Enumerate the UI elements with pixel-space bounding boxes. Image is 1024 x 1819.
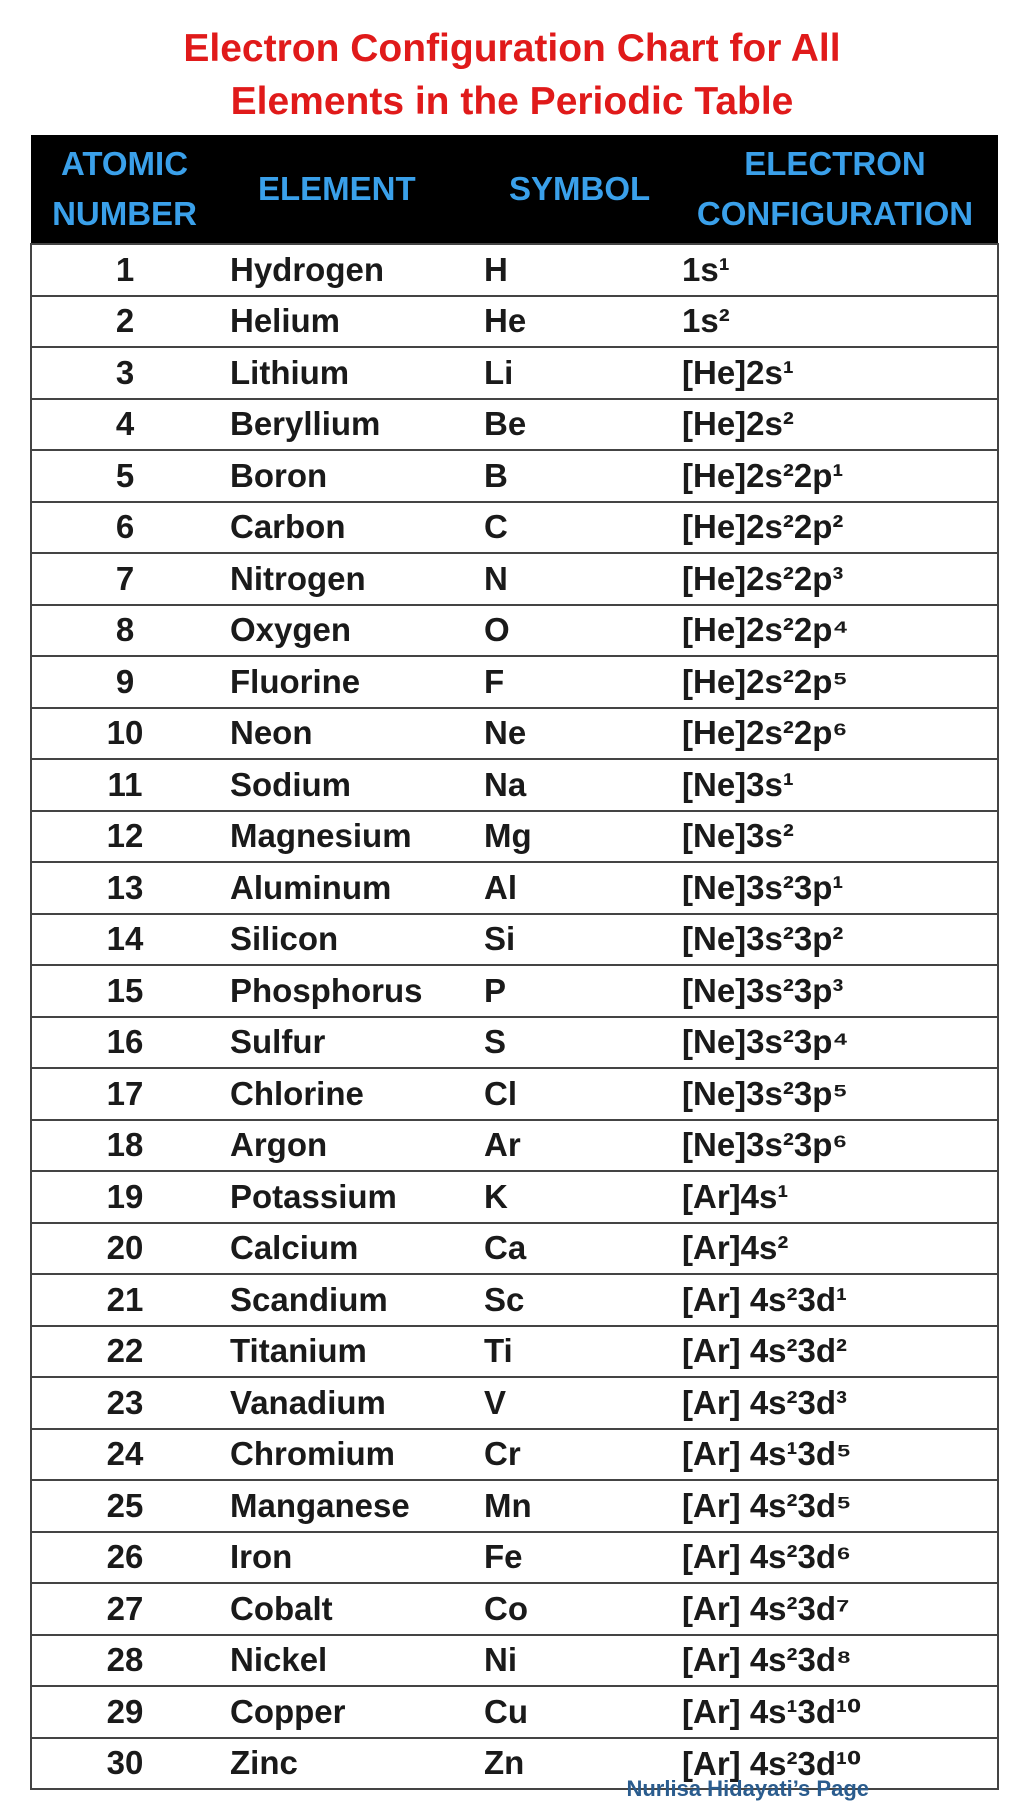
- electron-configuration-cell: [He]2s²2p⁵: [672, 656, 998, 708]
- electron-configuration-cell: [He]2s²2p³: [672, 553, 998, 605]
- element-name-cell: Lithium: [218, 347, 476, 399]
- table-row: [31, 399, 998, 451]
- electron-configuration-cell: [Ar] 4s²3d³: [672, 1377, 998, 1429]
- electron-configuration-cell: [Ne]3s²: [672, 811, 998, 863]
- table-row: [31, 1120, 998, 1172]
- table-row: [31, 1223, 998, 1275]
- element-symbol-cell: Sc: [476, 1274, 672, 1326]
- electron-configuration-cell: 1s¹: [672, 244, 998, 296]
- electron-configuration-cell: [Ar] 4s²3d¹: [672, 1274, 998, 1326]
- element-name-cell: Sodium: [218, 759, 476, 811]
- element-symbol-cell: O: [476, 605, 672, 657]
- table-row: [31, 1429, 998, 1481]
- electron-configuration-cell: [Ne]3s²3p¹: [672, 862, 998, 914]
- table-row: [31, 914, 998, 966]
- element-name-cell: Magnesium: [218, 811, 476, 863]
- atomic-number-cell: 26: [31, 1532, 218, 1584]
- table-row: [31, 708, 998, 760]
- electron-configuration-cell: [He]2s²2p⁶: [672, 708, 998, 760]
- element-symbol-cell: Cl: [476, 1068, 672, 1120]
- element-name-cell: Oxygen: [218, 605, 476, 657]
- table-row: [31, 553, 998, 605]
- table-row: [31, 347, 998, 399]
- electron-configuration-cell: [Ar] 4s²3d⁷: [672, 1583, 998, 1635]
- element-symbol-cell: K: [476, 1171, 672, 1223]
- electron-configuration-cell: [He]2s²2p¹: [672, 450, 998, 502]
- header-electron-configuration: [672, 135, 998, 244]
- atomic-number-cell: 29: [31, 1686, 218, 1738]
- table-row: [31, 450, 998, 502]
- element-symbol-cell: Zn: [476, 1738, 672, 1790]
- element-symbol-cell: S: [476, 1017, 672, 1069]
- element-name-cell: Potassium: [218, 1171, 476, 1223]
- atomic-number-cell: 11: [31, 759, 218, 811]
- element-symbol-cell: Ti: [476, 1326, 672, 1378]
- electron-configuration-cell: [Ne]3s²3p⁵: [672, 1068, 998, 1120]
- table-row: [31, 862, 998, 914]
- atomic-number-cell: 17: [31, 1068, 218, 1120]
- electron-configuration-cell: [Ar] 4s²3d⁶: [672, 1532, 998, 1584]
- table-row: [31, 1171, 998, 1223]
- electron-configuration-cell: [Ne]3s¹: [672, 759, 998, 811]
- atomic-number-cell: 2: [31, 296, 218, 348]
- element-symbol-cell: N: [476, 553, 672, 605]
- table-row: [31, 296, 998, 348]
- element-name-cell: Nickel: [218, 1635, 476, 1687]
- element-symbol-cell: Ni: [476, 1635, 672, 1687]
- element-name-cell: Helium: [218, 296, 476, 348]
- table-row: [31, 502, 998, 554]
- credit-text: Nurlisa Hidayati’s Page: [626, 1776, 869, 1801]
- element-symbol-cell: C: [476, 502, 672, 554]
- atomic-number-cell: 5: [31, 450, 218, 502]
- table-row: [31, 656, 998, 708]
- element-symbol-cell: Al: [476, 862, 672, 914]
- table-row: [31, 1635, 998, 1687]
- electron-configuration-cell: [Ar] 4s²3d⁸: [672, 1635, 998, 1687]
- table-header-row: [31, 135, 998, 244]
- element-symbol-cell: V: [476, 1377, 672, 1429]
- element-name-cell: Iron: [218, 1532, 476, 1584]
- element-name-cell: Carbon: [218, 502, 476, 554]
- header-atomic-number: [31, 135, 218, 244]
- element-name-cell: Hydrogen: [218, 244, 476, 296]
- atomic-number-cell: 25: [31, 1480, 218, 1532]
- electron-configuration-cell: [Ar] 4s¹3d¹⁰: [672, 1686, 998, 1738]
- element-symbol-cell: Cr: [476, 1429, 672, 1481]
- table-row: [31, 1068, 998, 1120]
- atomic-number-cell: 19: [31, 1171, 218, 1223]
- element-name-cell: Chromium: [218, 1429, 476, 1481]
- element-name-cell: Sulfur: [218, 1017, 476, 1069]
- table-row: [31, 965, 998, 1017]
- atomic-number-cell: 28: [31, 1635, 218, 1687]
- table-row: [31, 1326, 998, 1378]
- element-symbol-cell: Ar: [476, 1120, 672, 1172]
- table-row: [31, 605, 998, 657]
- element-symbol-cell: H: [476, 244, 672, 296]
- electron-configuration-cell: [Ne]3s²3p²: [672, 914, 998, 966]
- element-name-cell: Aluminum: [218, 862, 476, 914]
- atomic-number-cell: 9: [31, 656, 218, 708]
- element-symbol-cell: He: [476, 296, 672, 348]
- element-name-cell: Titanium: [218, 1326, 476, 1378]
- element-name-cell: Vanadium: [218, 1377, 476, 1429]
- element-symbol-cell: P: [476, 965, 672, 1017]
- electron-configuration-cell: [He]2s¹: [672, 347, 998, 399]
- table-row: [31, 1017, 998, 1069]
- element-name-cell: Phosphorus: [218, 965, 476, 1017]
- atomic-number-cell: 7: [31, 553, 218, 605]
- title-line-2: Elements in the Periodic Table: [230, 80, 794, 123]
- header-element: ELEMENT: [258, 170, 416, 207]
- element-symbol-cell: Ca: [476, 1223, 672, 1275]
- atomic-number-cell: 15: [31, 965, 218, 1017]
- atomic-number-cell: 6: [31, 502, 218, 554]
- electron-config-table: [30, 135, 997, 1790]
- atomic-number-cell: 1: [31, 244, 218, 296]
- electron-configuration-cell: 1s²: [672, 296, 998, 348]
- element-name-cell: Neon: [218, 708, 476, 760]
- table-row: [31, 759, 998, 811]
- element-name-cell: Boron: [218, 450, 476, 502]
- electron-configuration-cell: [Ar] 4s²3d⁵: [672, 1480, 998, 1532]
- electron-configuration-cell: [Ne]3s²3p⁴: [672, 1017, 998, 1069]
- element-name-cell: Nitrogen: [218, 553, 476, 605]
- element-symbol-cell: F: [476, 656, 672, 708]
- table-row: [31, 1583, 998, 1635]
- table-row: [31, 1480, 998, 1532]
- element-symbol-cell: Mn: [476, 1480, 672, 1532]
- atomic-number-cell: 27: [31, 1583, 218, 1635]
- element-name-cell: Fluorine: [218, 656, 476, 708]
- element-symbol-cell: Li: [476, 347, 672, 399]
- element-symbol-cell: Co: [476, 1583, 672, 1635]
- atomic-number-cell: 13: [31, 862, 218, 914]
- atomic-number-cell: 16: [31, 1017, 218, 1069]
- element-name-cell: Chlorine: [218, 1068, 476, 1120]
- element-symbol-cell: Si: [476, 914, 672, 966]
- atomic-number-cell: 12: [31, 811, 218, 863]
- element-name-cell: Silicon: [218, 914, 476, 966]
- element-name-cell: Manganese: [218, 1480, 476, 1532]
- electron-configuration-cell: [Ar] 4s²3d²: [672, 1326, 998, 1378]
- element-name-cell: Scandium: [218, 1274, 476, 1326]
- element-name-cell: Zinc: [218, 1738, 476, 1790]
- element-symbol-cell: B: [476, 450, 672, 502]
- element-symbol-cell: Mg: [476, 811, 672, 863]
- table-row: [31, 1686, 998, 1738]
- page-title: [0, 22, 1024, 128]
- table-row: [31, 1377, 998, 1429]
- header-config-line-2: CONFIGURATION: [696, 195, 974, 232]
- atomic-number-cell: 3: [31, 347, 218, 399]
- header-atomic-line-1: ATOMIC: [60, 145, 189, 182]
- table-row: [31, 1274, 998, 1326]
- element-symbol-cell: Na: [476, 759, 672, 811]
- electron-configuration-cell: [He]2s²: [672, 399, 998, 451]
- table-row: [31, 244, 998, 296]
- element-name-cell: Beryllium: [218, 399, 476, 451]
- element-name-cell: Argon: [218, 1120, 476, 1172]
- header-symbol: SYMBOL: [509, 170, 651, 207]
- atomic-number-cell: 4: [31, 399, 218, 451]
- element-name-cell: Calcium: [218, 1223, 476, 1275]
- atomic-number-cell: 23: [31, 1377, 218, 1429]
- electron-configuration-cell: [Ar] 4s¹3d⁵: [672, 1429, 998, 1481]
- header-config-line-1: ELECTRON: [744, 145, 926, 182]
- electron-configuration-cell: [Ne]3s²3p³: [672, 965, 998, 1017]
- atomic-number-cell: 24: [31, 1429, 218, 1481]
- electron-configuration-cell: [He]2s²2p⁴: [672, 605, 998, 657]
- header-atomic-line-2: NUMBER: [52, 195, 197, 232]
- atomic-number-cell: 14: [31, 914, 218, 966]
- element-symbol-cell: Be: [476, 399, 672, 451]
- table-row: [31, 1532, 998, 1584]
- atomic-number-cell: 10: [31, 708, 218, 760]
- title-line-1: Electron Configuration Chart for All: [183, 27, 841, 70]
- electron-configuration-cell: [Ne]3s²3p⁶: [672, 1120, 998, 1172]
- electron-configuration-cell: [Ar]4s²: [672, 1223, 998, 1275]
- electron-configuration-cell: [Ar]4s¹: [672, 1171, 998, 1223]
- atomic-number-cell: 30: [31, 1738, 218, 1790]
- element-symbol-cell: Ne: [476, 708, 672, 760]
- electron-configuration-cell: [Ar] 4s²3d¹⁰: [672, 1738, 998, 1790]
- element-symbol-cell: Cu: [476, 1686, 672, 1738]
- atomic-number-cell: 22: [31, 1326, 218, 1378]
- atomic-number-cell: 18: [31, 1120, 218, 1172]
- atomic-number-cell: 8: [31, 605, 218, 657]
- element-name-cell: Copper: [218, 1686, 476, 1738]
- atomic-number-cell: 20: [31, 1223, 218, 1275]
- element-symbol-cell: Fe: [476, 1532, 672, 1584]
- atomic-number-cell: 21: [31, 1274, 218, 1326]
- electron-configuration-cell: [He]2s²2p²: [672, 502, 998, 554]
- table-row: [31, 811, 998, 863]
- element-name-cell: Cobalt: [218, 1583, 476, 1635]
